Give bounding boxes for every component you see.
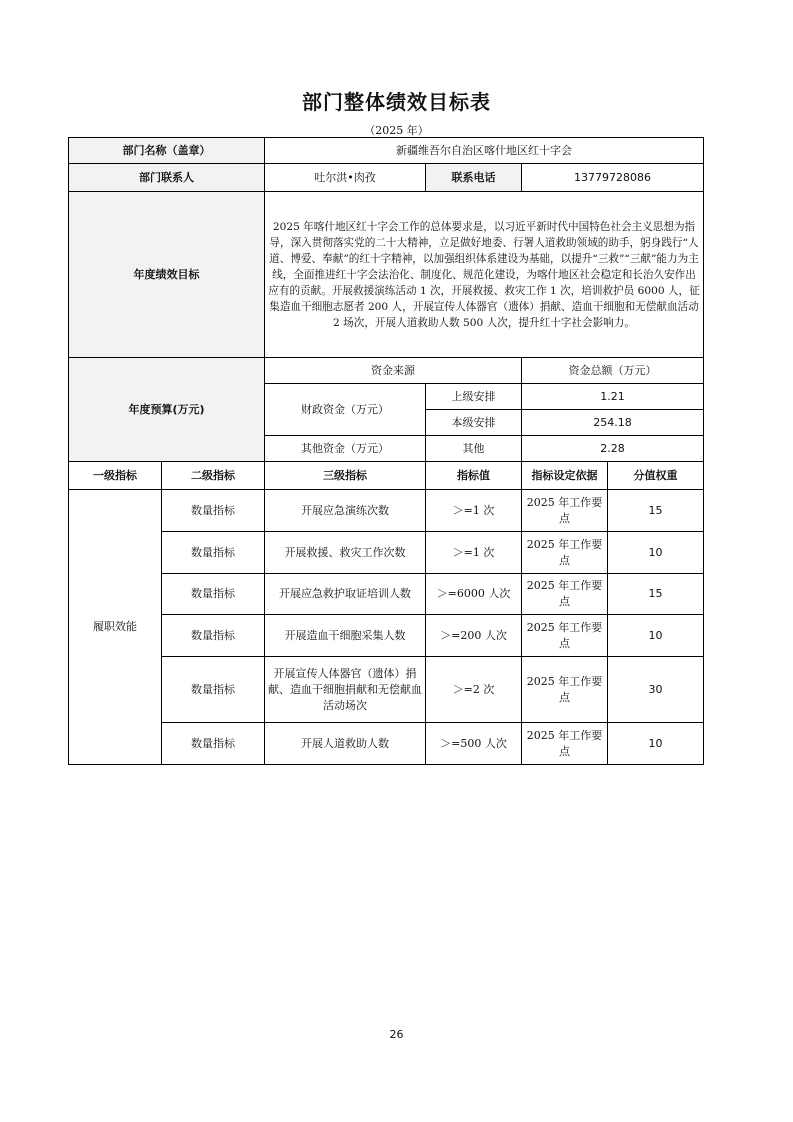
level3-cell: 开展人道救助人数 [265,723,426,765]
level3-cell: 开展应急救护取证培训人数 [265,574,426,615]
level3-cell: 开展救援、救灾工作次数 [265,532,426,574]
header-value: 指标值 [426,462,522,490]
phone-label: 联系电话 [426,164,522,192]
other-label: 其他资金（万元） [265,436,426,462]
table-row [69,574,704,615]
header-level3: 三级指标 [265,462,426,490]
dept-name-value: 新疆维吾尔自治区喀什地区红十字会 [265,138,704,164]
table-row [69,615,704,657]
source-header: 资金来源 [265,358,522,384]
year-subtitle: （2025 年） [364,124,429,137]
basis-cell: 2025 年工作要点 [522,657,608,723]
contact-row [69,164,704,192]
weight-cell: 15 [608,574,704,615]
table-row [69,723,704,765]
level2-cell: 数量指标 [162,723,265,765]
upper-value: 1.21 [522,384,704,410]
header-basis: 指标设定依据 [522,462,608,490]
value-cell: ＞=500 人次 [426,723,522,765]
weight-cell: 15 [608,490,704,532]
other-sub-label: 其他 [426,436,522,462]
level3-cell: 开展造血干细胞采集人数 [265,615,426,657]
goal-label: 年度绩效目标 [69,192,265,358]
total-header: 资金总额（万元） [522,358,704,384]
dept-name-label: 部门名称（盖章） [69,138,265,164]
indicator-header-row [69,462,704,490]
value-cell: ＞=1 次 [426,532,522,574]
level2-cell: 数量指标 [162,532,265,574]
local-value: 254.18 [522,410,704,436]
basis-cell: 2025 年工作要点 [522,723,608,765]
level2-cell: 数量指标 [162,574,265,615]
level3-cell: 开展宣传人体器官（遗体）捐献、造血干细胞捐献和无偿献血活动场次 [265,657,426,723]
weight-cell: 30 [608,657,704,723]
header-weight: 分值权重 [608,462,704,490]
goal-row [69,192,704,358]
level2-cell: 数量指标 [162,615,265,657]
contact-label: 部门联系人 [69,164,265,192]
weight-cell: 10 [608,723,704,765]
other-value: 2.28 [522,436,704,462]
basis-cell: 2025 年工作要点 [522,574,608,615]
budget-header-row [69,358,704,384]
upper-label: 上级安排 [426,384,522,410]
phone-value: 13779728086 [522,164,704,192]
performance-table [68,137,704,765]
table-row [69,657,704,723]
level2-cell: 数量指标 [162,490,265,532]
level2-cell: 数量指标 [162,657,265,723]
basis-cell: 2025 年工作要点 [522,490,608,532]
goal-text: 2025 年喀什地区红十字会工作的总体要求是，以习近平新时代中国特色社会主义思想为指导，深入贯彻落实党的二十大精神，立足做好地委、行署人道救助领域的助手，躬身践行“人道、博爱、奉献”的红十字精神，以加强组织体系建设为基础，以提升“三救”“三献”能力为主线，全面推进红十字会法治化、制度化、规范化建设，为喀什地区社会稳定和长治久安作出应有的贡献。开展救援演练活动 1 次，开展救援、救灾工作 1 次，培训救护员 6000 人，征集造血干细胞志愿者 200 人，开展宣传人体器官（遗体）捐献、造血干细胞和无偿献血活动 2 场次，开展人道救助人数 500 人次，提升红十字社会影响力。 [265,192,704,358]
weight-cell: 10 [608,532,704,574]
value-cell: ＞=6000 人次 [426,574,522,615]
basis-cell: 2025 年工作要点 [522,615,608,657]
value-cell: ＞=200 人次 [426,615,522,657]
table-row [69,532,704,574]
header-level2: 二级指标 [162,462,265,490]
page-number: 26 [389,1028,404,1041]
level3-cell: 开展应急演练次数 [265,490,426,532]
contact-person: 吐尔洪•肉孜 [265,164,426,192]
value-cell: ＞=1 次 [426,490,522,532]
level1-cell: 履职效能 [69,490,162,765]
budget-label: 年度预算(万元) [69,358,265,462]
header-level1: 一级指标 [69,462,162,490]
dept-name-row [69,138,704,164]
value-cell: ＞=2 次 [426,657,522,723]
table-row [69,490,704,532]
fiscal-label: 财政资金（万元） [265,384,426,436]
weight-cell: 10 [608,615,704,657]
basis-cell: 2025 年工作要点 [522,532,608,574]
page-title: 部门整体绩效目标表 [302,90,491,114]
local-label: 本级安排 [426,410,522,436]
